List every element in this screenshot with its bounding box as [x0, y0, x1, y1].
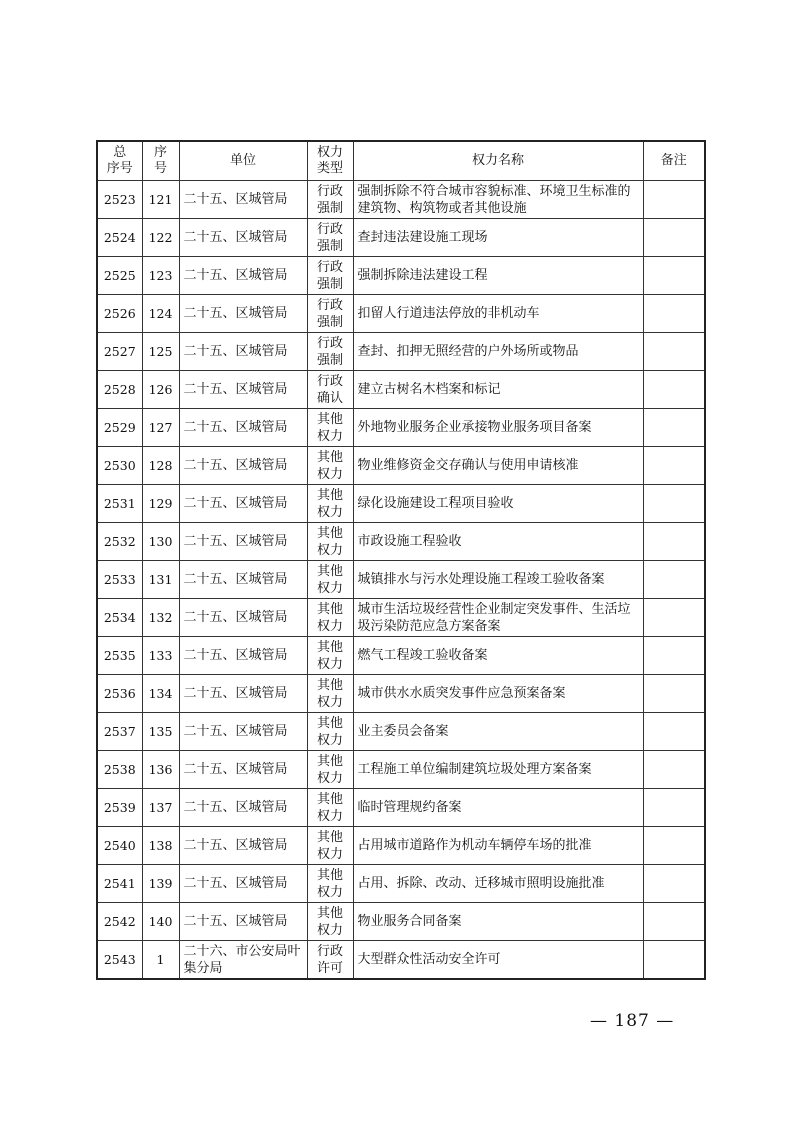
header-seq-no: 序 号 — [142, 141, 179, 181]
cell-remark — [643, 751, 705, 789]
cell-total-no: 2539 — [97, 789, 142, 827]
cell-seq-no: 126 — [142, 371, 179, 409]
cell-seq-no: 134 — [142, 675, 179, 713]
cell-power-name: 市政设施工程验收 — [353, 523, 643, 561]
power-list-table — [96, 140, 706, 980]
cell-total-no: 2528 — [97, 371, 142, 409]
cell-remark — [643, 675, 705, 713]
cell-power-name: 城市供水水质突发事件应急预案备案 — [353, 675, 643, 713]
cell-seq-no: 1 — [142, 941, 179, 980]
table-row — [97, 827, 705, 865]
cell-total-no: 2523 — [97, 181, 142, 219]
cell-total-no: 2529 — [97, 409, 142, 447]
cell-power-type: 行政 强制 — [307, 219, 353, 257]
cell-power-name: 外地物业服务企业承接物业服务项目备案 — [353, 409, 643, 447]
cell-total-no: 2535 — [97, 637, 142, 675]
cell-remark — [643, 181, 705, 219]
table-row — [97, 257, 705, 295]
table-row — [97, 941, 705, 980]
cell-total-no: 2533 — [97, 561, 142, 599]
cell-power-type: 其他 权力 — [307, 903, 353, 941]
cell-unit: 二十五、区城管局 — [179, 181, 307, 219]
cell-unit: 二十五、区城管局 — [179, 637, 307, 675]
cell-power-name: 业主委员会备案 — [353, 713, 643, 751]
cell-unit: 二十五、区城管局 — [179, 257, 307, 295]
cell-total-no: 2531 — [97, 485, 142, 523]
cell-power-type: 其他 权力 — [307, 599, 353, 637]
cell-total-no: 2538 — [97, 751, 142, 789]
cell-unit: 二十五、区城管局 — [179, 219, 307, 257]
cell-remark — [643, 561, 705, 599]
cell-total-no: 2536 — [97, 675, 142, 713]
cell-power-name: 城镇排水与污水处理设施工程竣工验收备案 — [353, 561, 643, 599]
cell-total-no: 2530 — [97, 447, 142, 485]
header-total-no: 总 序号 — [97, 141, 142, 181]
cell-total-no: 2537 — [97, 713, 142, 751]
cell-unit: 二十五、区城管局 — [179, 447, 307, 485]
table-row — [97, 219, 705, 257]
cell-remark — [643, 257, 705, 295]
cell-unit: 二十五、区城管局 — [179, 561, 307, 599]
table-row — [97, 523, 705, 561]
cell-seq-no: 125 — [142, 333, 179, 371]
header-unit: 单位 — [179, 141, 307, 181]
cell-unit: 二十五、区城管局 — [179, 523, 307, 561]
cell-power-name: 占用、拆除、改动、迁移城市照明设施批准 — [353, 865, 643, 903]
cell-unit: 二十五、区城管局 — [179, 789, 307, 827]
cell-seq-no: 137 — [142, 789, 179, 827]
cell-seq-no: 127 — [142, 409, 179, 447]
cell-seq-no: 139 — [142, 865, 179, 903]
cell-power-type: 行政 许可 — [307, 941, 353, 980]
cell-unit: 二十五、区城管局 — [179, 409, 307, 447]
cell-total-no: 2540 — [97, 827, 142, 865]
cell-unit: 二十五、区城管局 — [179, 865, 307, 903]
cell-total-no: 2541 — [97, 865, 142, 903]
cell-total-no: 2527 — [97, 333, 142, 371]
cell-remark — [643, 409, 705, 447]
cell-seq-no: 136 — [142, 751, 179, 789]
cell-unit: 二十五、区城管局 — [179, 827, 307, 865]
cell-power-type: 其他 权力 — [307, 485, 353, 523]
cell-power-name: 燃气工程竣工验收备案 — [353, 637, 643, 675]
table-row — [97, 675, 705, 713]
cell-power-name: 绿化设施建设工程项目验收 — [353, 485, 643, 523]
cell-power-name: 城市生活垃圾经营性企业制定突发事件、生活垃圾污染防范应急方案备案 — [353, 599, 643, 637]
cell-power-name: 扣留人行道违法停放的非机动车 — [353, 295, 643, 333]
cell-power-name: 强制拆除违法建设工程 — [353, 257, 643, 295]
cell-remark — [643, 865, 705, 903]
cell-power-type: 其他 权力 — [307, 713, 353, 751]
cell-remark — [643, 219, 705, 257]
cell-remark — [643, 485, 705, 523]
table-row — [97, 333, 705, 371]
cell-unit: 二十五、区城管局 — [179, 371, 307, 409]
cell-power-type: 行政 确认 — [307, 371, 353, 409]
cell-total-no: 2532 — [97, 523, 142, 561]
table-row — [97, 295, 705, 333]
cell-remark — [643, 447, 705, 485]
table-row — [97, 485, 705, 523]
cell-unit: 二十六、市公安局叶集分局 — [179, 941, 307, 980]
cell-remark — [643, 827, 705, 865]
cell-remark — [643, 371, 705, 409]
cell-seq-no: 129 — [142, 485, 179, 523]
cell-unit: 二十五、区城管局 — [179, 333, 307, 371]
cell-power-name: 物业维修资金交存确认与使用申请核准 — [353, 447, 643, 485]
cell-power-name: 工程施工单位编制建筑垃圾处理方案备案 — [353, 751, 643, 789]
table-row — [97, 865, 705, 903]
cell-power-name: 查封、扣押无照经营的户外场所或物品 — [353, 333, 643, 371]
cell-seq-no: 128 — [142, 447, 179, 485]
cell-total-no: 2524 — [97, 219, 142, 257]
cell-power-name: 物业服务合同备案 — [353, 903, 643, 941]
cell-power-type: 其他 权力 — [307, 751, 353, 789]
cell-power-type: 行政 强制 — [307, 257, 353, 295]
cell-power-type: 其他 权力 — [307, 409, 353, 447]
cell-power-name: 强制拆除不符合城市容貌标准、环境卫生标准的建筑物、构筑物或者其他设施 — [353, 181, 643, 219]
cell-power-type: 其他 权力 — [307, 523, 353, 561]
table-row — [97, 599, 705, 637]
table-row — [97, 637, 705, 675]
cell-seq-no: 132 — [142, 599, 179, 637]
cell-seq-no: 122 — [142, 219, 179, 257]
table-row — [97, 903, 705, 941]
cell-seq-no: 131 — [142, 561, 179, 599]
cell-power-name: 建立古树名木档案和标记 — [353, 371, 643, 409]
cell-seq-no: 135 — [142, 713, 179, 751]
cell-power-type: 行政 强制 — [307, 333, 353, 371]
cell-power-name: 查封违法建设施工现场 — [353, 219, 643, 257]
cell-power-name: 大型群众性活动安全许可 — [353, 941, 643, 980]
cell-seq-no: 123 — [142, 257, 179, 295]
cell-total-no: 2543 — [97, 941, 142, 980]
table-row — [97, 409, 705, 447]
cell-remark — [643, 903, 705, 941]
cell-seq-no: 124 — [142, 295, 179, 333]
cell-seq-no: 121 — [142, 181, 179, 219]
cell-total-no: 2526 — [97, 295, 142, 333]
table-row — [97, 713, 705, 751]
table-row — [97, 181, 705, 219]
cell-remark — [643, 333, 705, 371]
cell-power-type: 其他 权力 — [307, 637, 353, 675]
cell-remark — [643, 637, 705, 675]
table-header-row — [97, 141, 705, 181]
cell-power-type: 其他 权力 — [307, 789, 353, 827]
header-remark: 备注 — [643, 141, 705, 181]
header-power-type: 权力 类型 — [307, 141, 353, 181]
cell-power-name: 临时管理规约备案 — [353, 789, 643, 827]
cell-unit: 二十五、区城管局 — [179, 713, 307, 751]
cell-remark — [643, 941, 705, 980]
cell-power-type: 其他 权力 — [307, 675, 353, 713]
table-row — [97, 561, 705, 599]
cell-unit: 二十五、区城管局 — [179, 751, 307, 789]
header-power-name: 权力名称 — [353, 141, 643, 181]
cell-unit: 二十五、区城管局 — [179, 485, 307, 523]
cell-seq-no: 130 — [142, 523, 179, 561]
cell-seq-no: 138 — [142, 827, 179, 865]
cell-power-type: 其他 权力 — [307, 827, 353, 865]
cell-total-no: 2525 — [97, 257, 142, 295]
cell-seq-no: 140 — [142, 903, 179, 941]
cell-seq-no: 133 — [142, 637, 179, 675]
cell-remark — [643, 295, 705, 333]
cell-total-no: 2534 — [97, 599, 142, 637]
cell-power-type: 行政 强制 — [307, 295, 353, 333]
cell-remark — [643, 713, 705, 751]
cell-remark — [643, 599, 705, 637]
cell-unit: 二十五、区城管局 — [179, 295, 307, 333]
table-row — [97, 371, 705, 409]
cell-power-type: 行政 强制 — [307, 181, 353, 219]
cell-remark — [643, 789, 705, 827]
cell-remark — [643, 523, 705, 561]
cell-power-type: 其他 权力 — [307, 447, 353, 485]
cell-power-type: 其他 权力 — [307, 561, 353, 599]
cell-unit: 二十五、区城管局 — [179, 599, 307, 637]
cell-power-name: 占用城市道路作为机动车辆停车场的批准 — [353, 827, 643, 865]
cell-total-no: 2542 — [97, 903, 142, 941]
table-row — [97, 447, 705, 485]
table-row — [97, 751, 705, 789]
page-number: — 187 — — [590, 1011, 675, 1031]
cell-unit: 二十五、区城管局 — [179, 903, 307, 941]
cell-power-type: 其他 权力 — [307, 865, 353, 903]
table-row — [97, 789, 705, 827]
cell-unit: 二十五、区城管局 — [179, 675, 307, 713]
